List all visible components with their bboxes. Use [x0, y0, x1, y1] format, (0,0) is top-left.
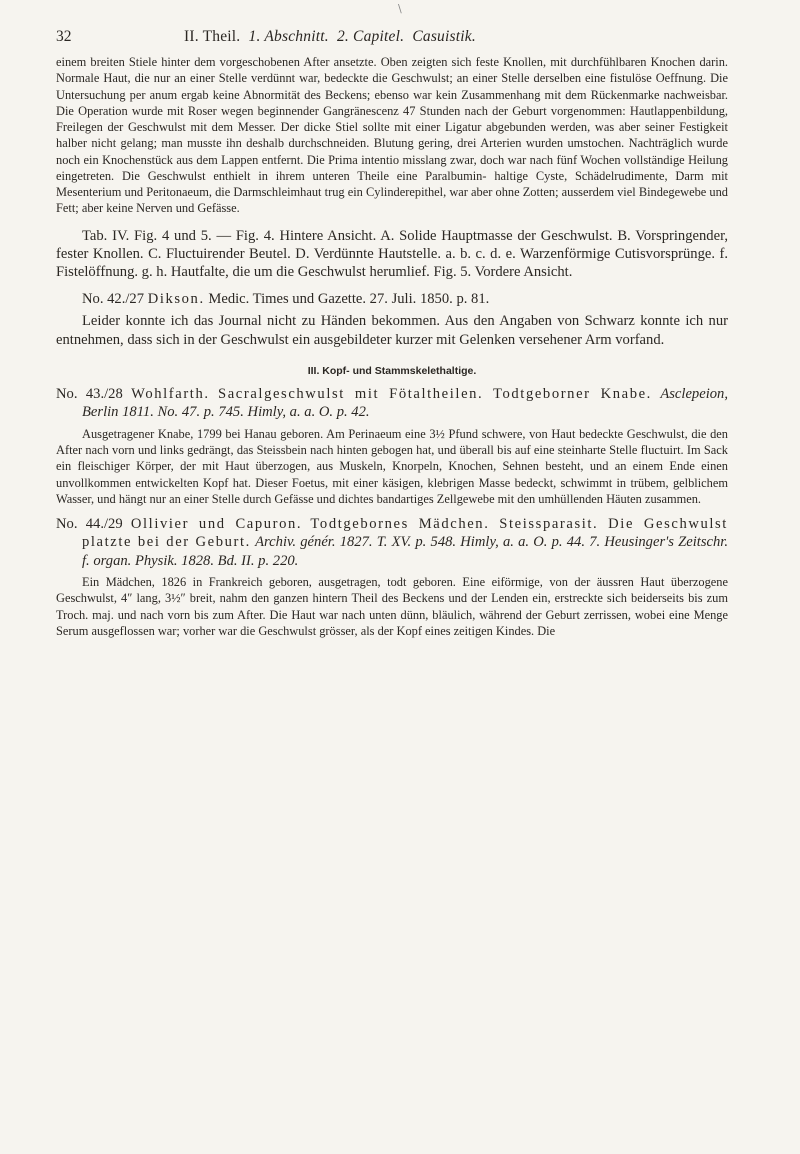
- case-entry-42-text: Leider konnte ich das Journal nicht zu Händen bekommen. Aus den Angaben von Schwarz konnte ich nur entnehmen, dass sich in der Geschwulst ein ausgebildeter kurzer mit Gelenken versehener Arm vorfand.: [56, 313, 728, 348]
- entry-source: Medic. Times und Gazette. 27. Juli. 1850. p. 81.: [208, 290, 490, 307]
- case-entry-44: [56, 515, 728, 570]
- section-title: III. Kopf- und Stammskelethaltige.: [307, 364, 477, 377]
- header-title: II. Theil. 1. Abschnitt. 2. Capitel. Casuistik.: [184, 28, 476, 45]
- running-header: [56, 20, 728, 46]
- entry-author: Ollivier und Capuron.: [130, 516, 303, 532]
- entry-title: Sacralgeschwulst mit Fötaltheilen. Todtgeborner Knabe.: [218, 385, 652, 402]
- case-entry-42: [56, 290, 728, 308]
- case-entry-44-text: Ein Mädchen, 1826 in Frankreich geboren, ausgetragen, todt geboren. Eine eiförmige, von der äussren Haut überzogene Geschwulst, 4″ lang, 3½″ breit, nahm den ganzen hintern Theil des Beckens und der Lenden ein, erstreckte sich beiderseits bis zum Troch. maj. und nach vorn bis zum After. Die Haut war nach unten dünn, bläulich, während der Geburt zerrissen, wobei eine Menge Serum ausgeflossen war; vorher war die Geschwulst grösser, als der Kopf eines zeitigen Kindes. Die: [56, 575, 728, 638]
- case-body-text: einem breiten Stiele hinter dem vorgeschobenen After ansetzte. Oben zeigten sich feste Knollen, mit durchfühlbaren Knochen darin. Normale Haut, die nur an einer Stelle verdünnt war, bedeckte die Geschwulst; an einer Stelle derselben eine fistulöse Oeffnung. Die Untersuchung per anum ergab keine Abnormität des Beckens; ebenso war kein Zusammenhang mit dem Rückenmarke nachweisbar. Die Operation wurde mit Roser wegen beginnender Gangränescenz 47 Stunden nach der Geburt vorgenommen: Hautlappenbildung, Freilegen der Geschwulst mit dem Messer. Der dicke Stiel sollte mit einer Ligatur abgebunden werden, was aber seiner Festigkeit halber nicht gelang; man musste ihn deshalb durchschneiden. Blutung gering, drei Arterien wurden umstochen. Nachträglich wurde noch ein Knochenstück aus dem Lappen entfernt. Die Prima intentio misslang zwar, doch war nach fünf Wochen vollständige Heilung eingetreten. Die Geschwulst enthielt in ihrem unteren Theile eine Paralbumin- haltige Cyste, Schädelrudimente, Darm mit Mesenterium und Peritonaeum, die Darmschleimhaut trug ein Cylinderepithel, war aber ohne Zotten; ausserdem viel Bindegewebe und Fett; aber keine Nerven und Gefässe.: [56, 55, 728, 216]
- case-entry-43-text: Ausgetragener Knabe, 1799 bei Hanau geboren. Am Perinaeum eine 3½ Pfund schwere, von Haut bedeckte Geschwulst, die den After nach vorn und links gedrängt, das Steissbein nach hinten gebogen hat, und überall bis auf eine steinharte Stelle fluctuirt. Im Sack ein fleischiger Körper, der mit Haut überzogen, aus Muskeln, Knorpeln, Knochen, Sehnen besteht, und an einem Ende einen unvollkommen entwickelten Kopf hat. Dieser Foetus, mit einer käsigen, klebrigen Masse bedeckt, schwimmt in trübem, gelblichem Wasser, und hängt nur an einer Stelle durch Gefässe und dichtes bandartiges Zellgewebe mit den umhüllenden Häuten zusammen.: [56, 426, 728, 506]
- entry-author: Dikson.: [147, 290, 205, 307]
- figure-caption: Tab. IV. Fig. 4 und 5. — Fig. 4. Hintere Ansicht. A. Solide Hauptmasse der Geschwulst. B. Vorspringender, fester Knollen. C. Fluctuirender Beutel. D. Verdünnte Hautstelle. a. b. c. d. e. Warzenförmige Cutisvorsprünge. f. Fistelöffnung. g. h. Hautfalte, die um die Geschwulst herumlief. Fig. 5. Vordere Ansicht.: [56, 227, 728, 281]
- entry-number: No. 44./29: [56, 516, 123, 532]
- entry-author: Wohlfarth.: [131, 385, 210, 402]
- case-entry-43: [56, 385, 728, 422]
- page-number: 32: [56, 28, 72, 45]
- margin-mark: \: [398, 2, 402, 15]
- entry-number: No. 43./28: [56, 385, 123, 402]
- page: [56, 20, 728, 639]
- entry-source: Asclepeion, Berlin 1811. No. 47. p. 745. Himly, a. a. O. p. 42.: [82, 385, 729, 421]
- entry-number: No. 42./27: [82, 290, 145, 307]
- entry-source: Archiv. génér. 1827. T. XV. p. 548. Himly, a. a. O. p. 44. 7. Heusinger's Zeitschr. f. organ. Physik. 1828. Bd. II. p. 220.: [82, 534, 728, 569]
- entry-title: Todtgebornes Mädchen. Steissparasit. Die Geschwulst platzte bei der Geburt.: [82, 516, 728, 551]
